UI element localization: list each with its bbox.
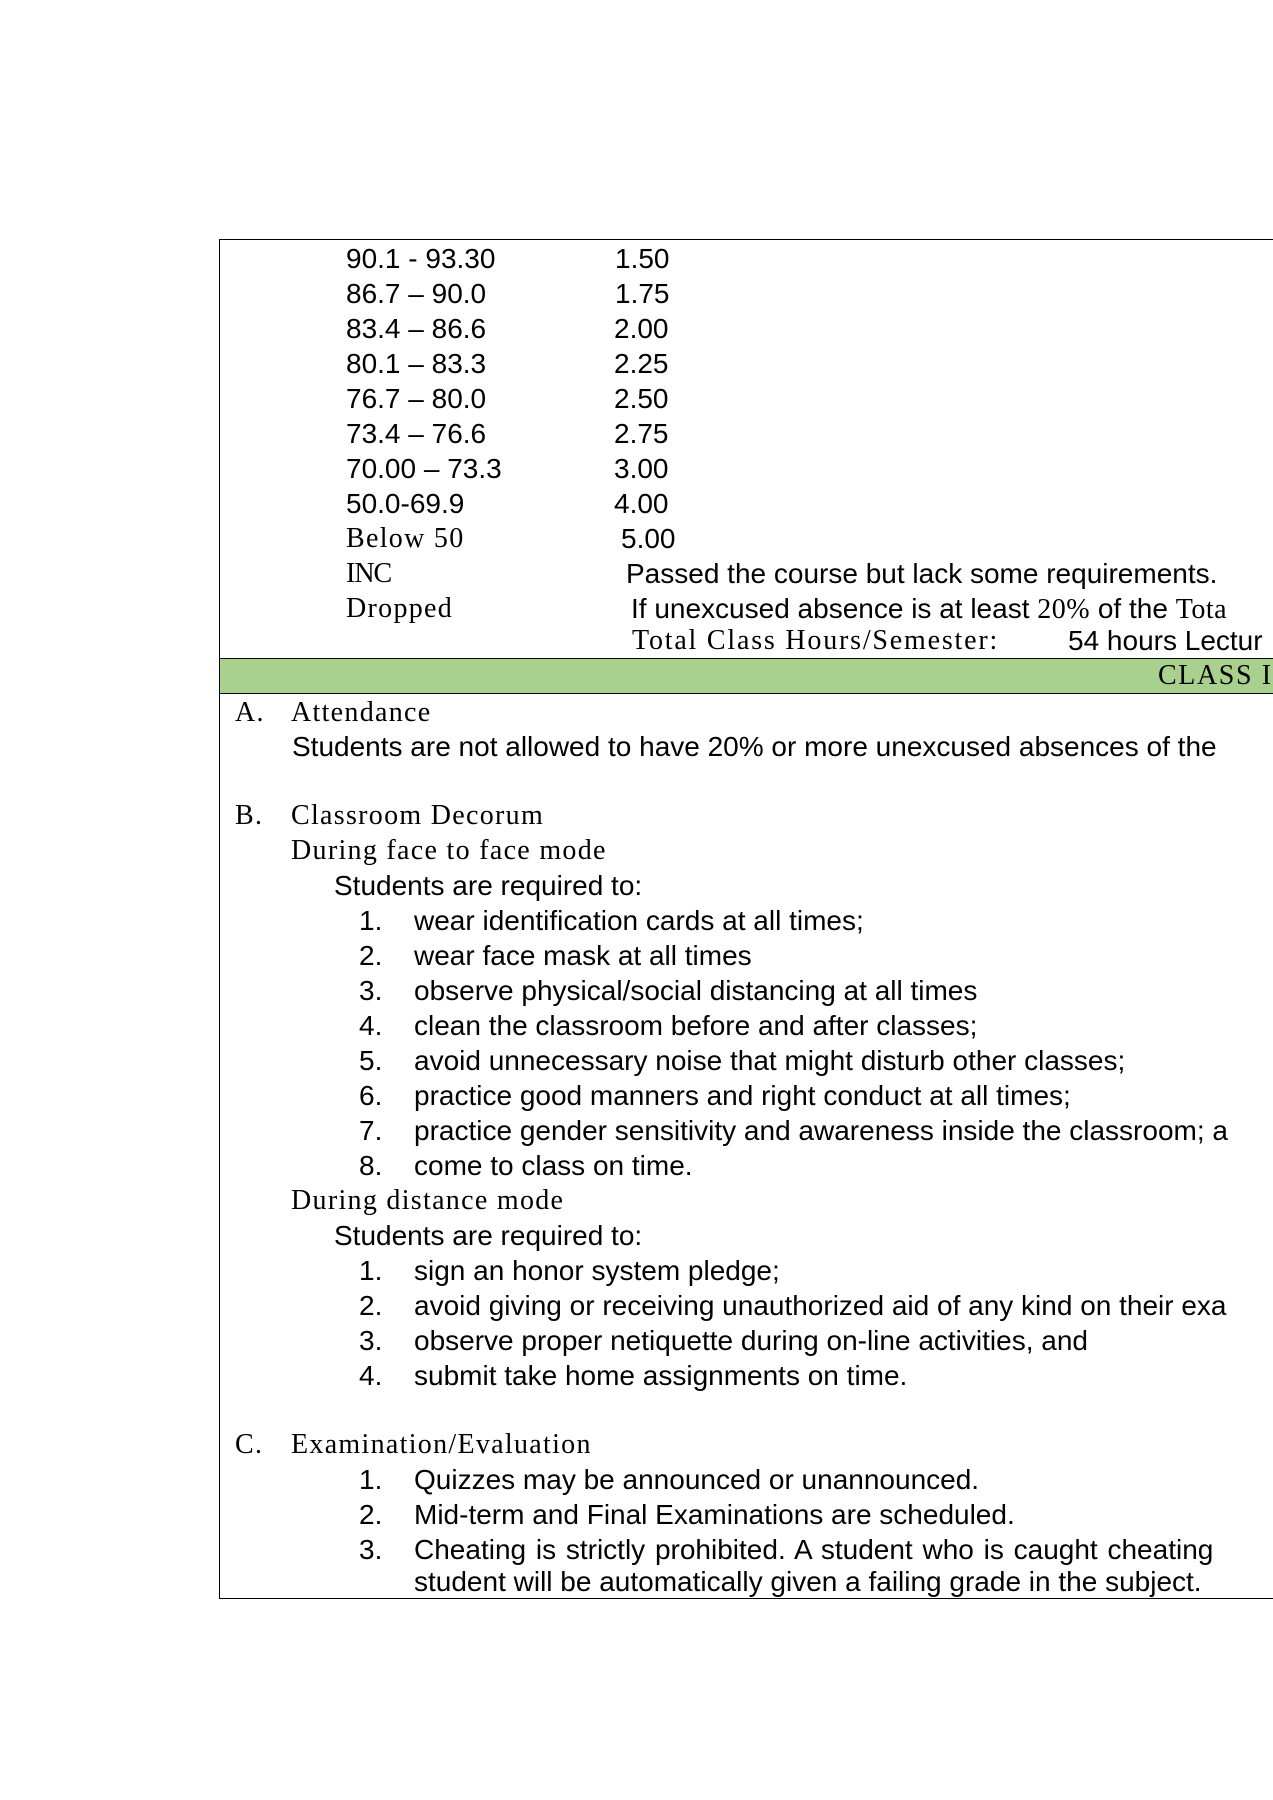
grade-value: 2.75 xyxy=(614,418,669,449)
total-hours-label: Total Class Hours/Semester: xyxy=(632,625,1000,656)
list-number: 6. xyxy=(359,1080,383,1111)
grade-range: 80.1 – 83.3 xyxy=(346,348,487,379)
list-number: 2. xyxy=(359,940,383,971)
list-number: 2. xyxy=(359,1499,383,1530)
list-item: Cheating is strictly prohibited. A student who is caught cheating xyxy=(414,1534,1214,1565)
list-item: practice good manners and right conduct at all times; xyxy=(414,1080,1071,1111)
dropped-label: Dropped xyxy=(346,593,454,624)
inc-description: Passed the course but lack some requirements. xyxy=(626,558,1218,589)
grade-value: 2.00 xyxy=(614,313,669,344)
grade-value: 2.25 xyxy=(614,348,669,379)
list-item: submit take home assignments on time. xyxy=(414,1360,908,1391)
list-item: avoid unnecessary noise that might disturb other classes; xyxy=(414,1045,1126,1076)
list-number: 2. xyxy=(359,1290,383,1321)
list-item: practice gender sensitivity and awareness inside the classroom; a xyxy=(414,1115,1228,1146)
dropped-description: If unexcused absence is at least 20% of the Tota xyxy=(631,593,1228,625)
list-item-continuation: student will be automatically given a failing grade in the subject. xyxy=(414,1566,1202,1597)
list-item: sign an honor system pledge; xyxy=(414,1255,780,1286)
list-item: wear identification cards at all times; xyxy=(414,905,864,936)
list-number: 5. xyxy=(359,1045,383,1076)
grade-range: 90.1 - 93.30 xyxy=(346,243,496,274)
band-title: CLASS I xyxy=(1158,660,1273,691)
distance-heading: During distance mode xyxy=(291,1185,565,1216)
attendance-letter: A. xyxy=(235,697,265,728)
attendance-text: Students are not allowed to have 20% or more unexcused absences of the xyxy=(292,731,1217,762)
list-number: 8. xyxy=(359,1150,383,1181)
list-number: 1. xyxy=(359,1255,383,1286)
list-item: observe physical/social distancing at all times xyxy=(414,975,978,1006)
list-number: 1. xyxy=(359,1464,383,1495)
grade-range: 73.4 – 76.6 xyxy=(346,418,487,449)
list-number: 3. xyxy=(359,975,383,1006)
list-item: clean the classroom before and after classes; xyxy=(414,1010,978,1041)
list-item: Quizzes may be announced or unannounced. xyxy=(414,1464,980,1495)
list-number: 3. xyxy=(359,1534,383,1565)
list-item: avoid giving or receiving unauthorized aid of any kind on their exa xyxy=(414,1290,1227,1321)
list-item: wear face mask at all times xyxy=(414,940,752,971)
list-item: observe proper netiquette during on-line activities, and xyxy=(414,1325,1088,1356)
grade-value: 2.50 xyxy=(614,383,669,414)
exam-heading: Examination/Evaluation xyxy=(291,1429,592,1460)
divider-bottom xyxy=(219,693,1273,694)
grade-value: 4.00 xyxy=(614,488,669,519)
exam-letter: C. xyxy=(235,1429,264,1460)
inc-label: INC xyxy=(346,558,392,589)
grade-range: Below 50 xyxy=(346,523,465,554)
section-band xyxy=(220,659,1273,693)
f2f-intro: Students are required to: xyxy=(334,870,643,901)
grade-range: 86.7 – 90.0 xyxy=(346,278,487,309)
grade-value: 1.50 xyxy=(615,243,670,274)
distance-intro: Students are required to: xyxy=(334,1220,643,1251)
grade-value: 1.75 xyxy=(615,278,670,309)
decorum-letter: B. xyxy=(235,800,264,831)
grade-range: 50.0-69.9 xyxy=(346,488,465,519)
list-number: 7. xyxy=(359,1115,383,1146)
grade-range: 83.4 – 86.6 xyxy=(346,313,487,344)
grade-value: 5.00 xyxy=(621,523,676,554)
list-item: Mid-term and Final Examinations are scheduled. xyxy=(414,1499,1015,1530)
attendance-heading: Attendance xyxy=(291,697,432,728)
f2f-heading: During face to face mode xyxy=(291,835,607,866)
grade-range: 76.7 – 80.0 xyxy=(346,383,487,414)
list-number: 3. xyxy=(359,1325,383,1356)
decorum-heading: Classroom Decorum xyxy=(291,800,545,831)
grade-range: 70.00 – 73.3 xyxy=(346,453,502,484)
list-number: 4. xyxy=(359,1360,383,1391)
list-item: come to class on time. xyxy=(414,1150,693,1181)
list-number: 1. xyxy=(359,905,383,936)
grade-value: 3.00 xyxy=(614,453,669,484)
total-hours-value: 54 hours Lectur xyxy=(1068,625,1263,656)
list-number: 4. xyxy=(359,1010,383,1041)
